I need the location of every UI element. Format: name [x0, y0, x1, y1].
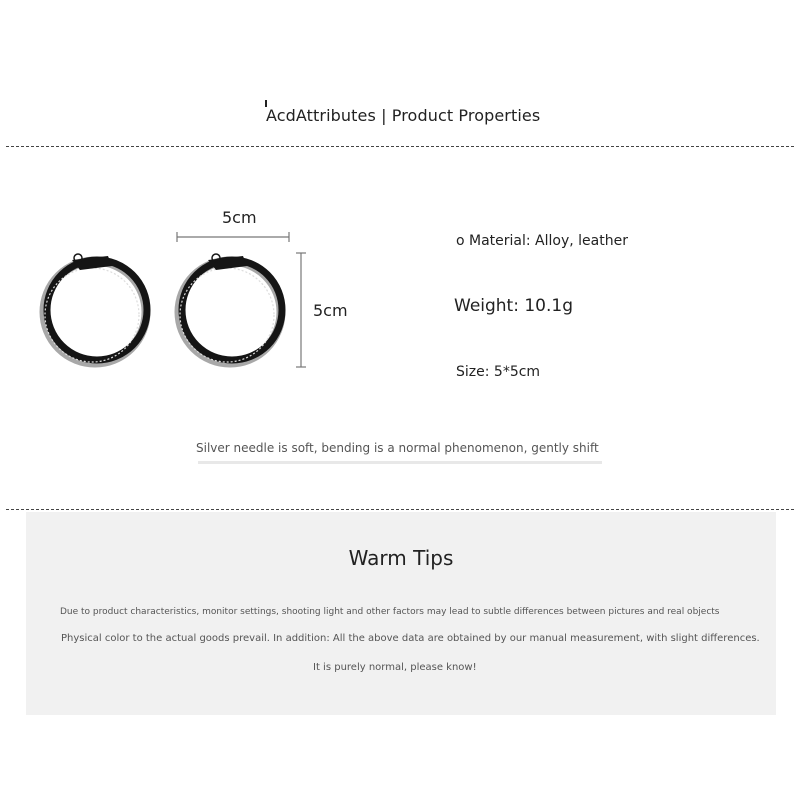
tips-line-2: Physical color to the actual goods prevail. In addition: All the above data are obtained by our manual measurement, with slight differences. — [61, 633, 760, 644]
right-hoop-earring — [179, 254, 282, 363]
warm-tips-panel — [26, 512, 776, 715]
spec-material: o Material: Alloy, leather — [456, 233, 628, 249]
left-hoop-earring — [44, 254, 147, 363]
care-note: Silver needle is soft, bending is a normal phenomenon, gently shift — [196, 441, 599, 455]
width-dimension-line — [177, 232, 289, 242]
height-label: 5cm — [313, 301, 348, 320]
bottom-dashed-divider — [6, 509, 794, 510]
tips-line-1: Due to product characteristics, monitor settings, shooting light and other factors may lead to subtle differences between pictures and real objects — [60, 607, 720, 617]
top-dashed-divider — [6, 146, 794, 147]
section-title: AcdAttributes | Product Properties — [266, 106, 541, 125]
spec-weight: Weight: 10.1g — [454, 296, 573, 316]
height-dimension-line — [296, 253, 306, 367]
product-image — [30, 200, 350, 390]
width-label: 5cm — [222, 208, 257, 227]
note-underline — [198, 461, 602, 464]
warm-tips-title: Warm Tips — [348, 546, 454, 570]
tips-line-3: It is purely normal, please know! — [313, 662, 477, 673]
spec-size: Size: 5*5cm — [456, 364, 541, 380]
